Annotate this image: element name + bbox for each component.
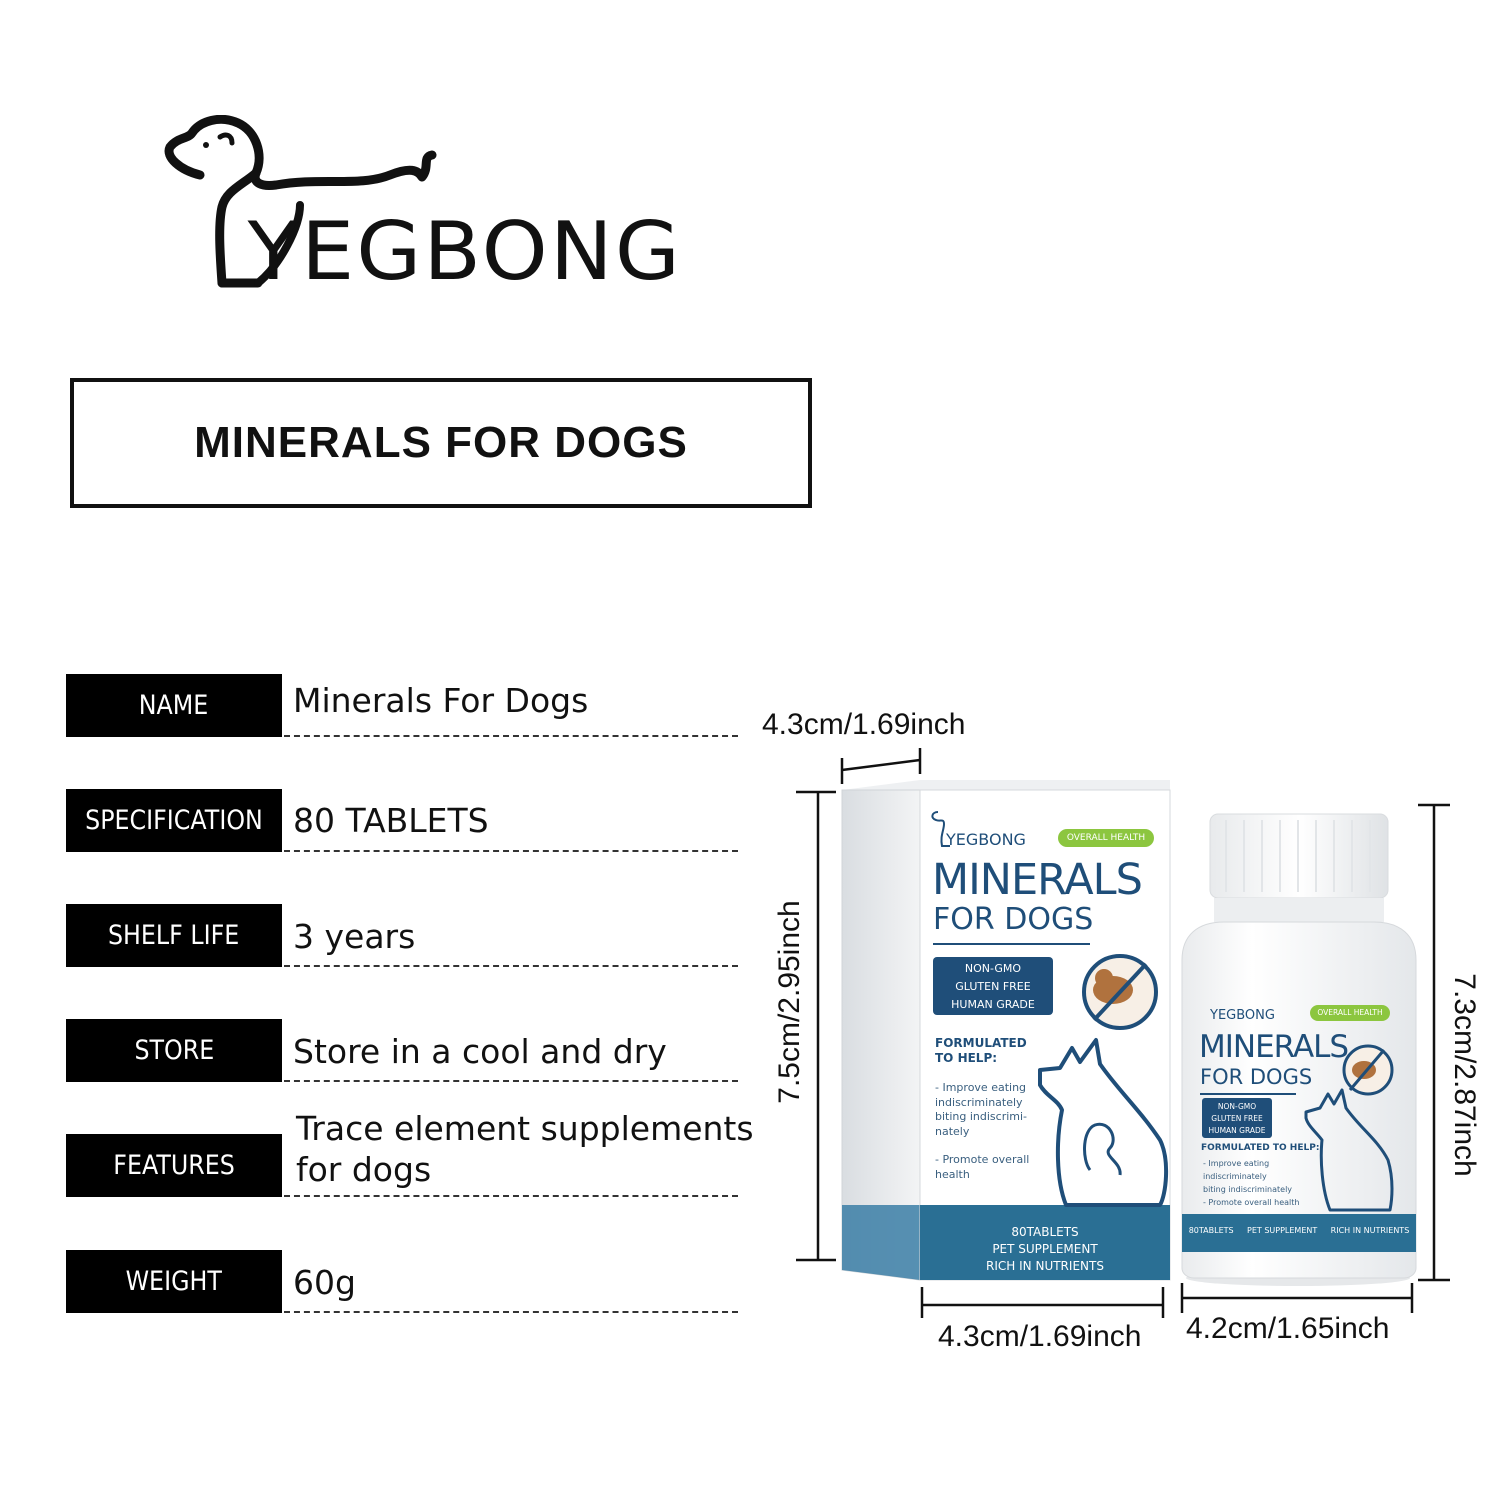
bottle-formulated: FORMULATED TO HELP: bbox=[1201, 1143, 1320, 1153]
spec-label-features: FEATURES bbox=[66, 1134, 282, 1197]
bottle-benefits: - Improve eating indiscriminately biting indiscriminately - Promote overall health bbox=[1203, 1159, 1300, 1207]
brand-name: YEGBONG bbox=[247, 205, 683, 298]
box-footer: 80TABLETS PET SUPPLEMENT RICH IN NUTRIENTS bbox=[986, 1225, 1104, 1273]
spec-label-store: STORE bbox=[66, 1019, 282, 1082]
dog-logo-icon bbox=[169, 119, 432, 185]
spec-divider bbox=[284, 850, 738, 852]
spec-value-features: Trace element supplements for dogs bbox=[296, 1109, 754, 1189]
spec-divider bbox=[284, 965, 738, 967]
spec-value-name: Minerals For Dogs bbox=[293, 681, 589, 720]
dim-box-width: 4.3cm/1.69inch bbox=[938, 1320, 1142, 1353]
spec-label-shelf-life: SHELF LIFE bbox=[66, 904, 282, 967]
dim-box-depth: 4.3cm/1.69inch bbox=[762, 708, 966, 741]
box-formulated: FORMULATED TO HELP: bbox=[935, 1036, 1027, 1065]
dim-bottle-height: 7.3cm/2.87inch bbox=[1448, 973, 1481, 1177]
bottle-title-line2: FOR DOGS bbox=[1200, 1065, 1313, 1089]
spec-value-shelf-life: 3 years bbox=[293, 917, 416, 956]
box-brand: YEGBONG bbox=[946, 830, 1026, 849]
bottle-footer: 80TABLETS PET SUPPLEMENT RICH IN NUTRIENTS bbox=[1188, 1226, 1410, 1235]
bottle-badge: OVERALL HEALTH bbox=[1317, 1008, 1383, 1017]
spec-value-specification: 80 TABLETS bbox=[293, 801, 489, 840]
box-claims: NON-GMO GLUTEN FREE HUMAN GRADE bbox=[951, 962, 1035, 1011]
dim-box-height: 7.5cm/2.95inch bbox=[773, 900, 806, 1104]
box-title-line1: MINERALS bbox=[932, 855, 1142, 905]
bottle-claims: NON-GMO GLUTEN FREE HUMAN GRADE bbox=[1208, 1102, 1266, 1135]
spec-value-store: Store in a cool and dry bbox=[293, 1032, 667, 1071]
box-title-line2: FOR DOGS bbox=[933, 902, 1094, 937]
spec-divider bbox=[284, 1080, 738, 1082]
product-title: MINERALS FOR DOGS bbox=[194, 418, 688, 467]
bottle-title-line1: MINERALS bbox=[1199, 1029, 1349, 1065]
bottle-brand: YEGBONG bbox=[1210, 1008, 1275, 1023]
spec-divider bbox=[284, 1311, 738, 1313]
spec-divider bbox=[284, 735, 738, 737]
spec-label-specification: SPECIFICATION bbox=[66, 789, 282, 852]
spec-label-weight: WEIGHT bbox=[66, 1250, 282, 1313]
spec-value-weight: 60g bbox=[293, 1263, 356, 1302]
box-benefits: - Improve eating indiscriminately biting indiscrimi- nately - Promote overall health bbox=[935, 1081, 1030, 1181]
spec-label-name: NAME bbox=[66, 674, 282, 737]
dim-bottle-width: 4.2cm/1.65inch bbox=[1186, 1312, 1390, 1345]
product-title-box bbox=[70, 378, 812, 508]
spec-divider bbox=[284, 1195, 738, 1197]
box-badge: OVERALL HEALTH bbox=[1066, 833, 1146, 843]
